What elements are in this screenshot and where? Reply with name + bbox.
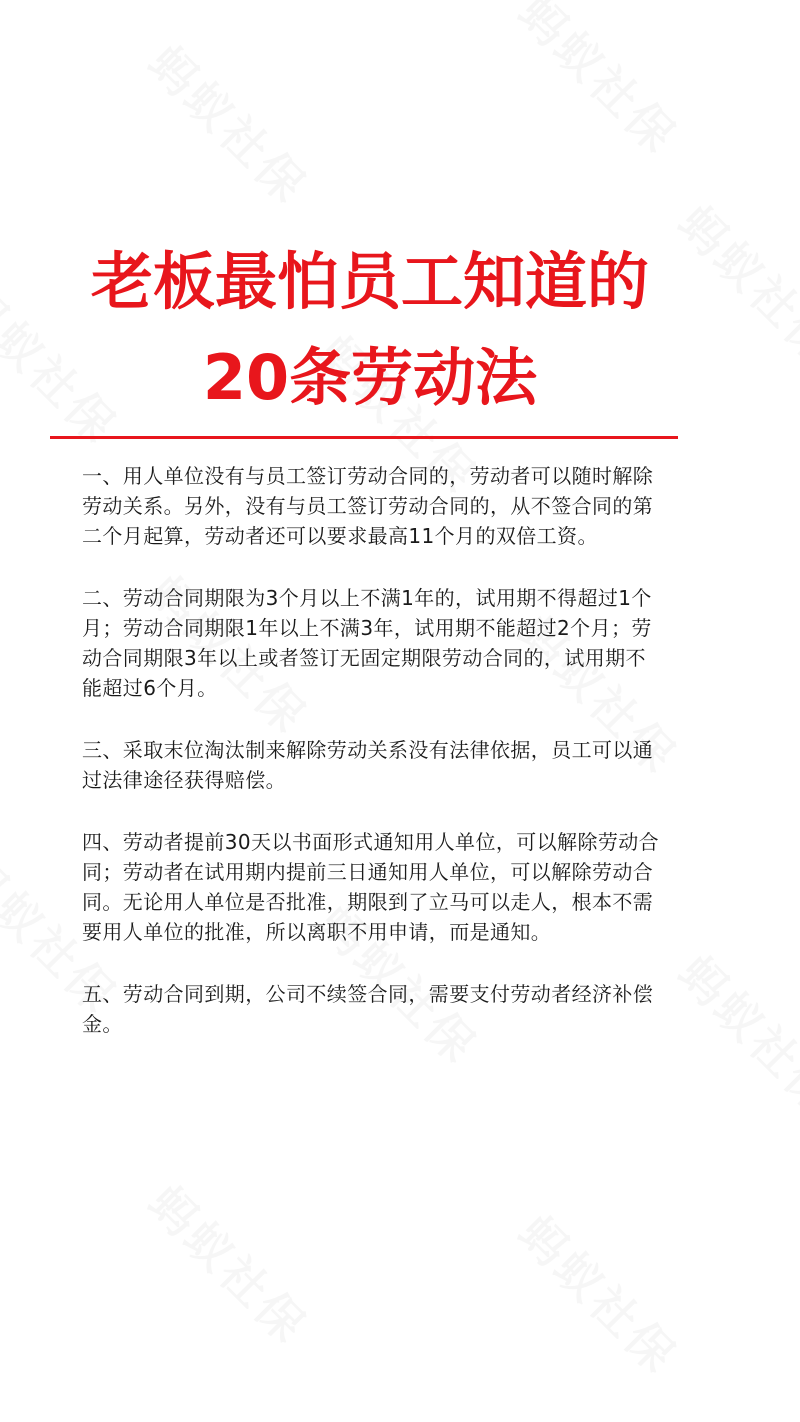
watermark: [506, 1199, 694, 1387]
article-body: [82, 461, 662, 1071]
paragraph-4: 四、劳动者提前30天以书面形式通知用人单位，可以解除劳动合同；劳动者在试用期内提前三日通知用人单位，可以解除劳动合同。无论用人单位是否批准，期限到了立马可以走人，根本不需要用人单位的批准，所以离职不用申请，而是通知。: [82, 830, 660, 944]
paragraph-3: 三、采取末位淘汰制来解除劳动关系没有法律依据，员工可以通过法律途径获得赔偿。: [82, 738, 654, 792]
watermark: [136, 1169, 324, 1357]
watermark: [666, 939, 800, 1127]
watermark: [506, 0, 694, 167]
paragraph-2: 二、劳动合同期限为3个月以上不满1年的，试用期不得超过1个月；劳动合同期限1年以上不满3年，试用期不能超过2个月；劳动合同期限3年以上或者签订无固定期限劳动合同的，试用期不能超过6个月。: [82, 586, 652, 700]
watermark: [136, 29, 324, 217]
page-title-line-1: 老板最怕员工知道的: [90, 245, 649, 318]
title-divider: [50, 436, 678, 439]
page-title-line-2: 20条劳动法: [202, 341, 538, 414]
paragraph-5: 五、劳动合同到期，公司不续签合同，需要支付劳动者经济补偿金。: [82, 982, 654, 1036]
paragraph-1: 一、用人单位没有与员工签订劳动合同的，劳动者可以随时解除劳动关系。另外，没有与员工签订劳动合同的，从不签合同的第二个月起算，劳动者还可以要求最高11个月的双倍工资。: [82, 464, 654, 548]
